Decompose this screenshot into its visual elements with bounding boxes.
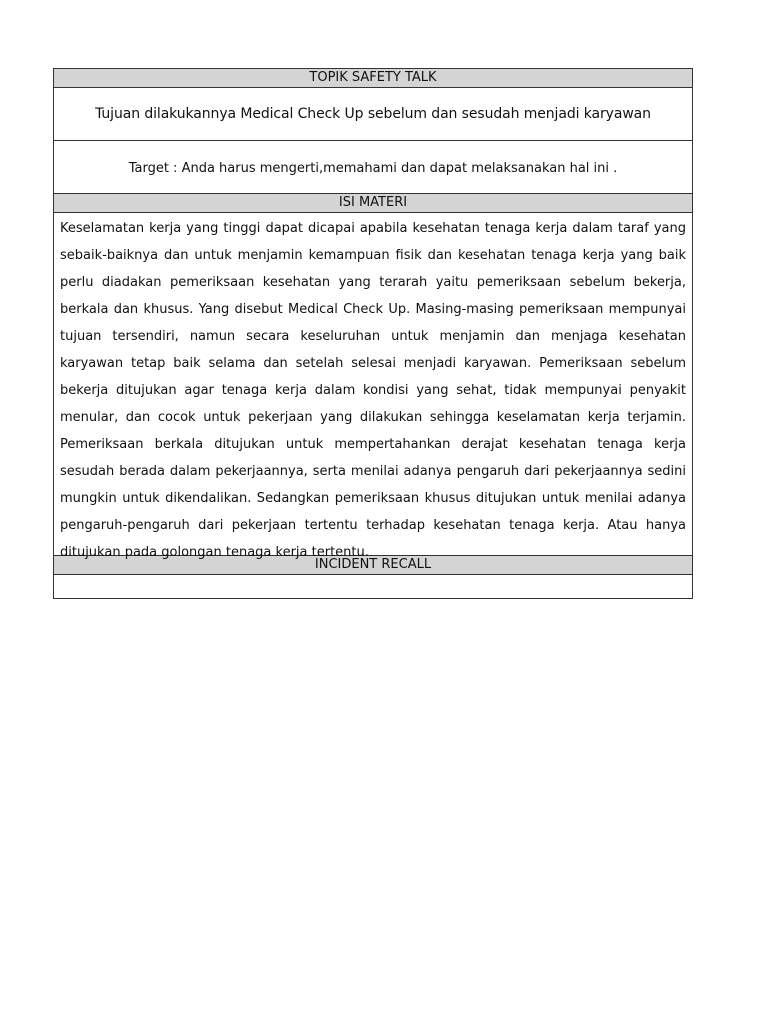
target-statement: Target : Anda harus mengerti,memahami dan dapat melaksanakan hal ini . [54,141,692,194]
incident-recall-body [54,575,692,598]
topic-header: TOPIK SAFETY TALK [54,69,692,88]
material-body: Keselamatan kerja yang tinggi dapat dicapai apabila kesehatan tenaga kerja dalam taraf yang sebaik-baiknya dan untuk menjamin kemampuan fisik dan kesehatan tenaga kerja yang baik perlu diadakan pemeriksaan kesehatan yang terarah yaitu pemeriksaan sebelum bekerja, berkala dan khusus. Yang disebut Medical Check Up. Masing-masing pemeriksaan mempunyai tujuan tersendiri, namun secara keseluruhan untuk menjamin dan menjaga kesehatan karyawan tetap baik selama dan setelah selesai menjadi karyawan. Pemeriksaan sebelum bekerja ditujukan agar tenaga kerja dalam kondisi yang sehat, tidak mempunyai penyakit menular, dan cocok untuk pekerjaan yang dilakukan sehingga keselamatan kerja terjamin. Pemeriksaan berkala ditujukan untuk mempertahankan derajat kesehatan tenaga kerja sesudah berada dalam pekerjaannya, serta menilai adanya pengaruh dari pekerjaannya sedini mungkin untuk dikendalikan. Sedangkan pemeriksaan khusus ditujukan untuk menilai adanya pengaruh-pengaruh dari pekerjaan tertentu terhadap kesehatan tenaga kerja. Atau hanya ditujukan pada golongan tenaga kerja tertentu. [54,213,692,556]
incident-recall-header: INCIDENT RECALL [54,556,692,575]
topic-title: Tujuan dilakukannya Medical Check Up sebelum dan sesudah menjadi karyawan [54,88,692,141]
safety-talk-form [53,68,693,599]
material-header: ISI MATERI [54,194,692,213]
